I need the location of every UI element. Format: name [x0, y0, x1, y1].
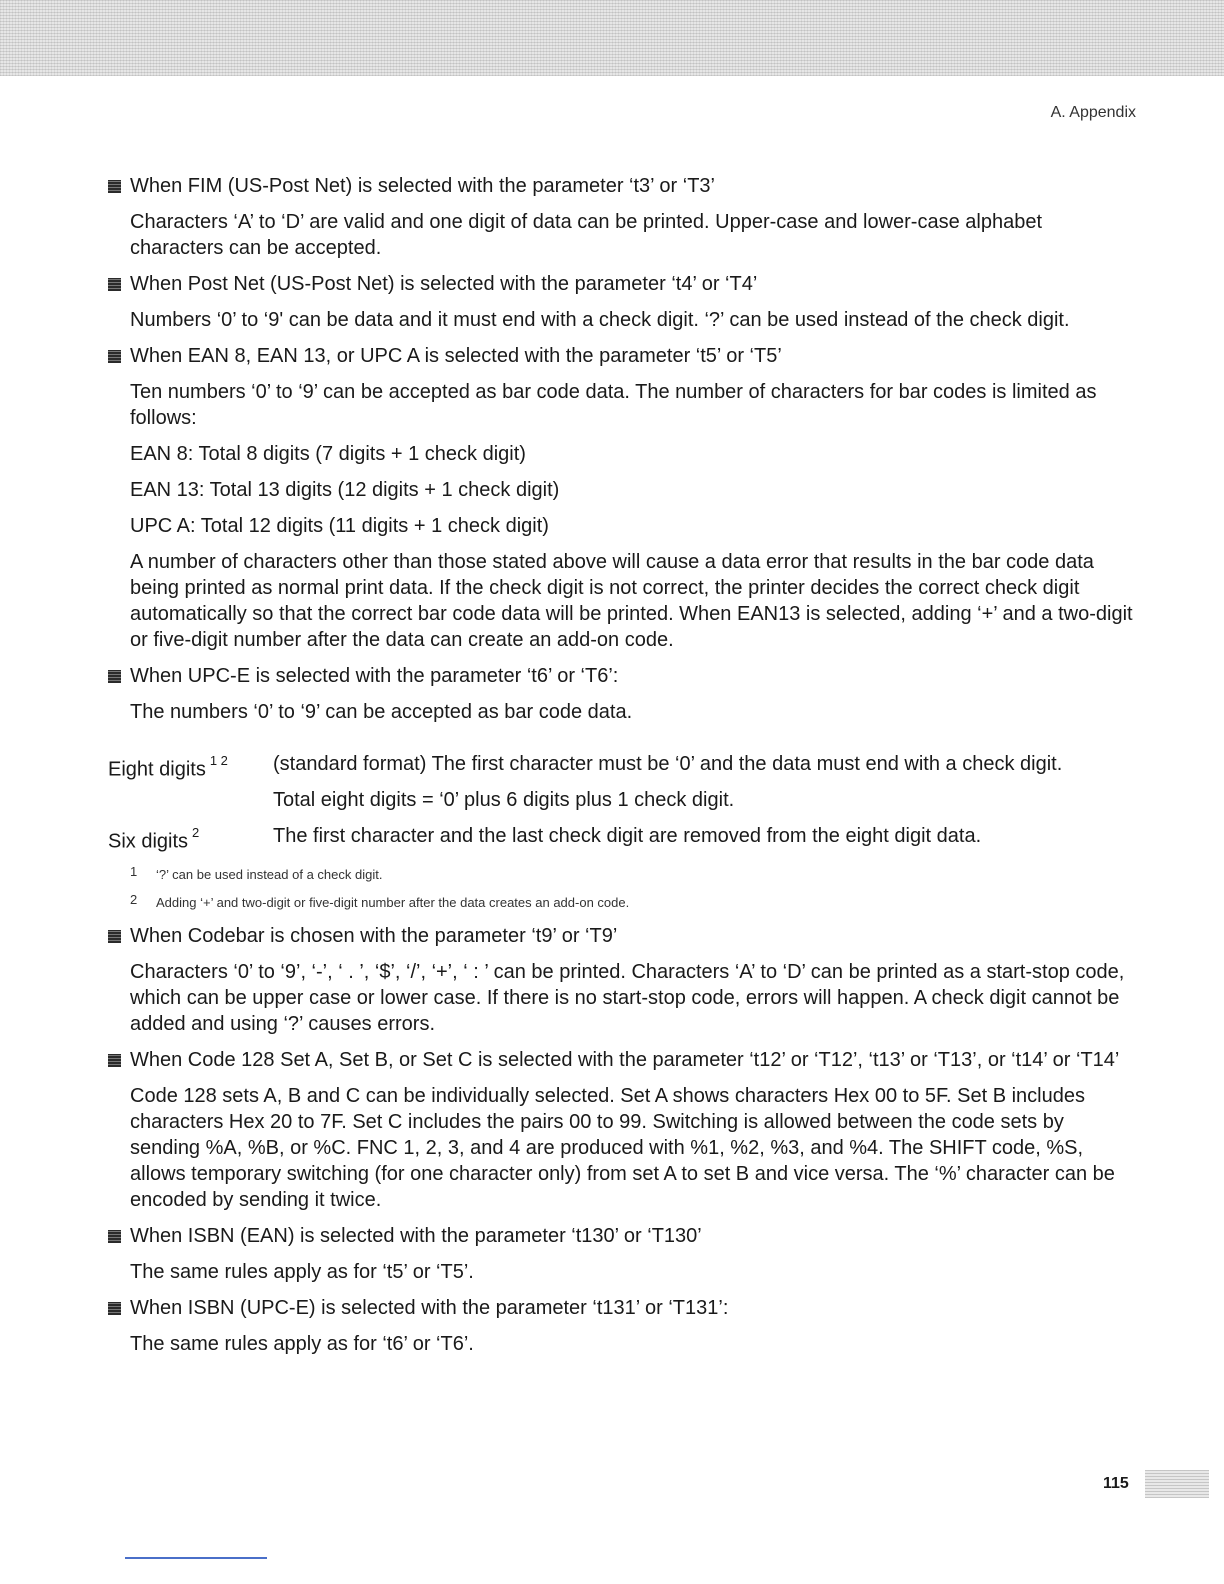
bottom-rule — [125, 1557, 267, 1559]
section-heading-ean — [108, 343, 1136, 369]
paragraph: The same rules apply as for ‘t5’ or ‘T5’. — [130, 1260, 474, 1283]
footnotes — [130, 863, 1136, 911]
section-heading-code128 — [108, 1047, 1136, 1073]
description-line: The first character and the last check digit are removed from the eight digit data. — [273, 825, 982, 847]
heading-text: When ISBN (UPC-E) is selected with the parameter ‘t131’ or ‘T131’: — [130, 1296, 729, 1319]
limit-line: EAN 8: Total 8 digits (7 digits + 1 check digit) — [130, 443, 526, 465]
square-bullet-icon — [108, 930, 121, 943]
paragraph: The numbers ‘0’ to ‘9’ can be accepted as bar code data. — [130, 701, 633, 723]
section-body-isbn-ean — [130, 1259, 1136, 1285]
heading-text: When ISBN (EAN) is selected with the parameter ‘t130’ or ‘T130’ — [130, 1224, 702, 1247]
header-pattern-band — [0, 0, 1224, 76]
paragraph: Ten numbers ‘0’ to ‘9’ can be accepted as bar code data. The number of characters for bar codes is limited as follows: — [130, 381, 1097, 429]
digits-label: Six digits $^2$ — [108, 825, 200, 853]
square-bullet-icon — [108, 350, 121, 363]
heading-text: When Code 128 Set A, Set B, or Set C is selected with the parameter ‘t12’ or ‘T12’, ‘t13’ or ‘T13’, or ‘t14’ or ‘T14’ — [130, 1048, 1120, 1071]
page-number: 115 — [1103, 1475, 1129, 1492]
heading-text: When UPC-E is selected with the parameter ‘t6’ or ‘T6’: — [130, 665, 619, 687]
footnote-ref: 2 — [192, 825, 200, 840]
limit-line: EAN 13: Total 13 digits (12 digits + 1 check digit) — [130, 479, 560, 501]
limit-line: UPC A: Total 12 digits (11 digits + 1 check digit) — [130, 515, 549, 537]
description-line: Total eight digits = ‘0’ plus 6 digits plus 1 check digit. — [273, 789, 735, 811]
section-heading-isbn-ean — [108, 1223, 1136, 1249]
paragraph: A number of characters other than those stated above will cause a data error that results in the bar code data being printed as normal print data. If the check digit is not correct, the printer decides the correct check digit automatically so that the correct bar code data will be printed. When EAN13 is selected, adding ‘+’ and a two-digit or five-digit number after the data can create an add-on code. — [130, 551, 1133, 651]
section-header: A. Appendix — [1050, 104, 1136, 121]
digits-table — [108, 751, 1136, 855]
paragraph: Code 128 sets A, B and C can be individually selected. Set A shows characters Hex 00 to 5F. Set B includes characters Hex 20 to 7F. Set C includes the pairs 00 to 99. Switching is allowed between the code sets by sending %A, %B, or %C. FNC 1, 2, 3, and 4 are produced with %1, %2, %3, and %4. The SHIFT code, %S, allows temporary switching (for one character only) from set A to set B and vice versa. The ‘%’ character can be encoded by sending it twice. — [130, 1084, 1115, 1211]
square-bullet-icon — [108, 278, 121, 291]
section-body-isbn-upce — [130, 1331, 1136, 1357]
page-content — [108, 173, 1136, 1367]
paragraph: Numbers ‘0’ to ‘9' can be data and it must end with a check digit. ‘?’ can be used instead of the check digit. — [130, 309, 1070, 331]
footnote-text: ‘?’ can be used instead of a check digit. — [156, 866, 383, 882]
heading-text: When EAN 8, EAN 13, or UPC A is selected with the parameter ‘t5’ or ‘T5’ — [130, 345, 782, 367]
footnote-mark: 2 — [130, 891, 138, 907]
digits-description — [273, 751, 1136, 813]
section-body-codebar — [130, 959, 1136, 1037]
section-body-code128 — [130, 1083, 1136, 1213]
digits-label: Eight digits $^{1 2}$ — [108, 753, 228, 781]
section-body-fim — [130, 209, 1136, 261]
footnote — [130, 891, 1136, 911]
section-heading-upce — [108, 663, 1136, 689]
footnote — [130, 863, 1136, 883]
section-heading-isbn-upce — [108, 1295, 1136, 1321]
heading-text: When Post Net (US-Post Net) is selected with the parameter ‘t4’ or ‘T4’ — [130, 273, 758, 295]
page-number-pattern — [1145, 1470, 1209, 1498]
section-body-postnet — [130, 307, 1136, 333]
digits-description — [273, 823, 1136, 855]
heading-text: When Codebar is chosen with the parameter ‘t9’ or ‘T9’ — [130, 924, 618, 947]
section-body-ean — [130, 379, 1136, 653]
paragraph: Characters ‘A’ to ‘D’ are valid and one digit of data can be printed. Upper-case and lower-case alphabet characters can be accepted. — [130, 211, 1043, 259]
section-body-upce — [130, 699, 1136, 725]
paragraph: The same rules apply as for ‘t6’ or ‘T6’. — [130, 1332, 474, 1355]
section-heading-codebar — [108, 923, 1136, 949]
heading-text: When FIM (US-Post Net) is selected with the parameter ‘t3’ or ‘T3’ — [130, 175, 715, 197]
footnote-text: Adding ‘+’ and two-digit or five-digit number after the data creates an add-on code. — [156, 894, 630, 910]
square-bullet-icon — [108, 1054, 121, 1067]
footnote-ref: 1 2 — [209, 753, 228, 768]
section-heading-fim — [108, 173, 1136, 199]
square-bullet-icon — [108, 180, 121, 193]
section-heading-postnet — [108, 271, 1136, 297]
square-bullet-icon — [108, 1302, 121, 1315]
paragraph: Characters ‘0’ to ‘9’, ‘-’, ‘ . ’, ‘$’, ‘/’, ‘+’, ‘ : ’ can be printed. Characters ‘A’ to ‘D’ can be printed as a start-stop code, which can be upper case or lower case. If there is no start-stop code, errors will happen. A check digit cannot be added and using ‘?’ causes errors. — [130, 960, 1125, 1035]
digits-row — [108, 823, 1136, 855]
square-bullet-icon — [108, 670, 121, 683]
description-line: (standard format) The first character must be ‘0’ and the data must end with a check digit. — [273, 753, 1063, 775]
digits-row — [108, 751, 1136, 813]
footnote-mark: 1 — [130, 863, 138, 879]
square-bullet-icon — [108, 1230, 121, 1243]
